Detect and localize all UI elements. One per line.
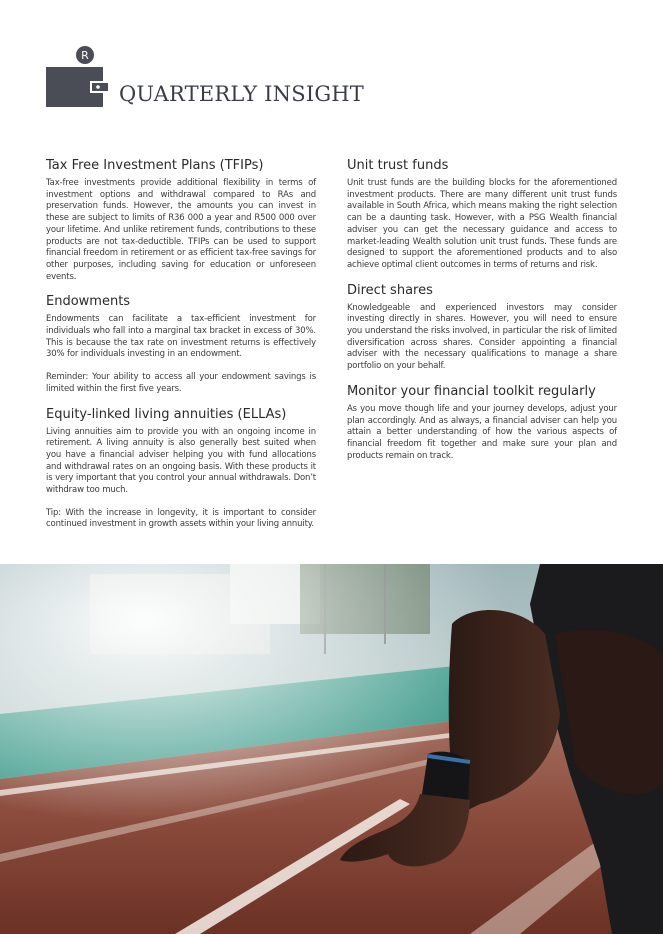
page-header <box>46 44 606 114</box>
section-heading: Endowments <box>46 294 131 310</box>
section-paragraph: Tip: With the increase in longevity, it is important to consider continued investment in growth assets within your living annuity. <box>46 507 316 530</box>
section-paragraph: Endowments can facilitate a tax-efficient investment for individuals who fall into a marginal tax bracket in excess of 30%. This is because the tax rate on investment returns is effectively 30% for individuals investing in an endowment. <box>46 314 316 360</box>
section-heading: Unit trust funds <box>347 158 449 173</box>
section-heading: Monitor your financial toolkit regularly <box>347 383 596 399</box>
section-paragraph: Reminder: Your ability to access all your endowment savings is limited within the first five years. <box>46 372 316 394</box>
sprinter-illustration <box>0 564 663 934</box>
section-heading: Direct shares <box>347 282 433 298</box>
sprinter-start-photo <box>0 564 663 934</box>
section-endowments <box>46 293 316 395</box>
right-column <box>347 157 617 462</box>
logo-letter: R <box>81 49 89 62</box>
section-paragraph: Living annuities aim to provide you with an ongoing income in retirement. A living annuity is also generally best suited when you have a financial adviser helping you with fund allocations and withdrawal rates on an ongoing basis. With these products it is very important that you control your annual withdrawals. Don’t withdraw too much. <box>46 426 316 496</box>
section-ellas <box>46 406 316 532</box>
section-paragraph: Knowledgeable and experienced investors may consider investing directly in shares. However, you will need to ensure you understand the risks involved, in particular the risk of limited diversification across shares. Consider appointing a financial adviser with the necessary qualifications to manage a share portfolio on your behalf. <box>347 302 617 372</box>
section-direct-shares <box>347 282 617 373</box>
section-paragraph: As you move though life and your journey develops, adjust your plan accordingly. And as always, a financial adviser can help you attain a better understanding of how the various aspects of financial freedom fit together and make sure your plan and products remain on track. <box>347 403 617 461</box>
section-paragraph: Unit trust funds are the building blocks for the aforementioned investment products. There are many different unit trust funds available in South Africa, which means making the right selection can be a daunting task. However, with a PSG Wealth financial adviser you can get the necessary guidance and access to market-leading Wealth solution unit trust funds. These funds are designed to support the aforementioned products and to also achieve optimal client outcomes in terms of returns and risk. <box>347 178 617 270</box>
page-title: QUARTERLY INSIGHT <box>119 82 365 106</box>
section-monitor-toolkit <box>347 383 617 463</box>
section-tfips <box>46 157 316 283</box>
section-heading: Tax Free Investment Plans (TFIPs) <box>46 158 264 173</box>
left-column <box>46 157 316 531</box>
wallet-coin-logo-icon <box>46 44 110 110</box>
section-paragraph: Tax-free investments provide additional flexibility in terms of investment options and withdrawal compared to RAs and preservation funds. However, the amounts you can invest in these are subject to limits of R36 000 a year and R500 000 over your lifetime. And unlike retirement funds, contributions to these products are not tax-deductible. TFIPs can be used to support financial freedom in retirement or as efficient tax-free savings for other purposes, including saving for education or unforeseen events. <box>46 178 316 282</box>
section-unit-trust-funds <box>347 157 617 272</box>
section-heading: Equity-linked living annuities (ELLAs) <box>46 406 287 422</box>
